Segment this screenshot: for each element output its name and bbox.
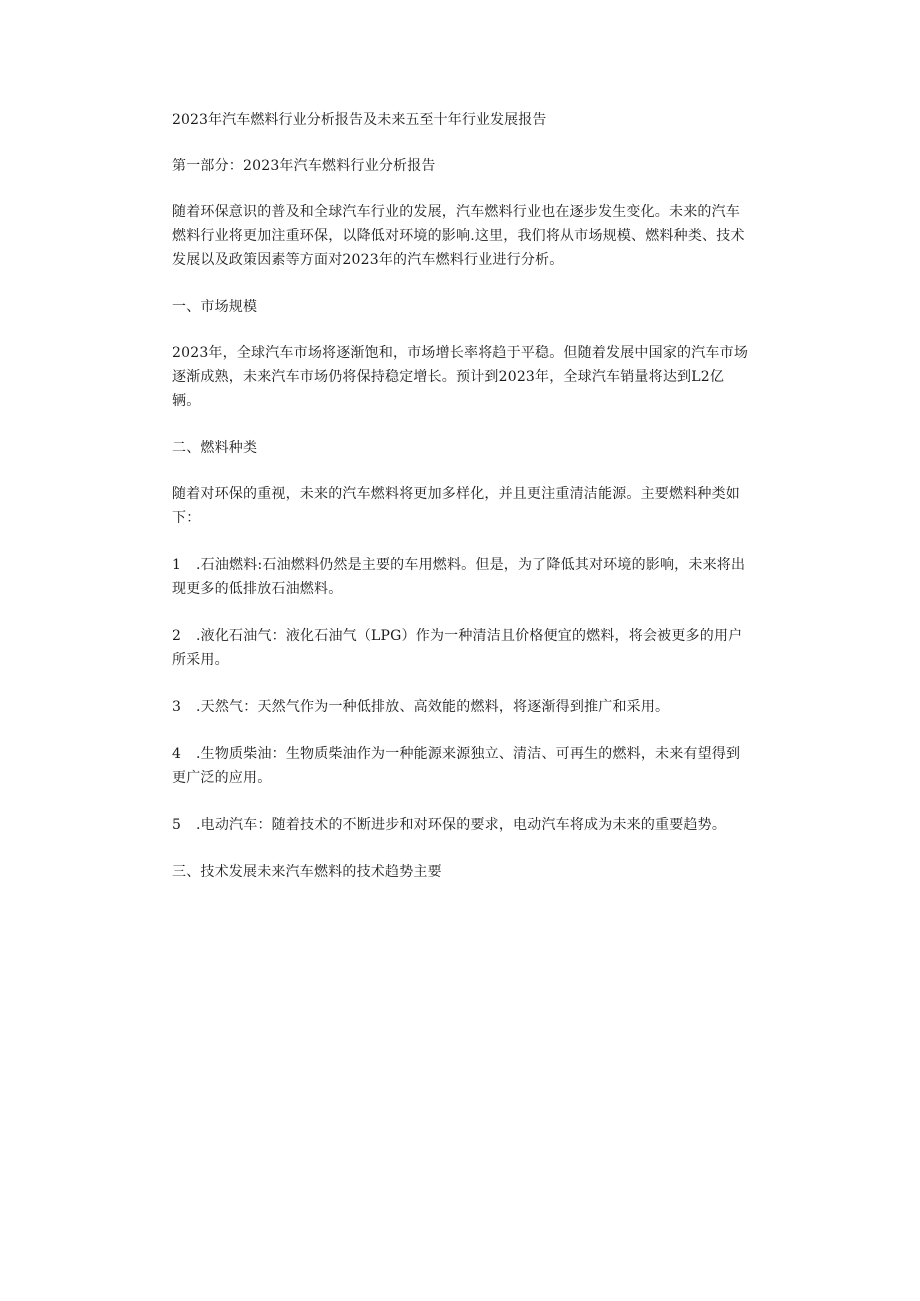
fuel-item-number: 2	[172, 628, 182, 644]
fuel-item	[172, 624, 752, 672]
fuel-item-number: 3	[172, 699, 182, 715]
fuel-item-number: 1	[172, 557, 182, 573]
fuel-item-text: .生物质柴油：生物质柴油作为一种能源来源独立、清洁、可再生的燃料，未来有望得到更广泛的应用。	[172, 746, 741, 786]
fuel-item	[172, 695, 752, 719]
document-content	[172, 108, 752, 884]
section-fuel-body: 随着对环保的重视，未来的汽车燃料将更加多样化，并且更注重清洁能源。主要燃料种类如下：	[172, 486, 740, 526]
section-market-body: 2023年，全球汽车市场将逐渐饱和，市场增长率将趋于平稳。但随着发展中国家的汽车市场逐渐成熟，未来汽车市场仍将保持稳定增长。预计到2023年，全球汽车销量将达到L2亿辆。	[172, 345, 749, 409]
section-fuel-heading: 二、燃料种类	[172, 440, 258, 456]
fuel-item	[172, 813, 752, 837]
part-one-heading: 第一部分：2023年汽车燃料行业分析报告	[172, 158, 436, 174]
fuel-item-text: .液化石油气：液化石油气（LPG）作为一种清洁且价格便宜的燃料，将会被更多的用户所采用。	[172, 628, 743, 668]
fuel-item-text: .电动汽车：随着技术的不断进步和对环保的要求，电动汽车将成为未来的重要趋势。	[196, 817, 727, 833]
fuel-item-number: 5	[172, 817, 182, 833]
section-market-heading: 一、市场规模	[172, 299, 258, 315]
fuel-item-number: 4	[172, 746, 182, 762]
fuel-item-text: .天然气：天然气作为一种低排放、高效能的燃料，将逐渐得到推广和采用。	[196, 699, 670, 715]
fuel-item	[172, 742, 752, 790]
fuel-item	[172, 553, 752, 601]
document-title: 2023年汽车燃料行业分析报告及未来五至十年行业发展报告	[172, 112, 547, 128]
section-technology-heading: 三、技术发展未来汽车燃料的技术趋势主要	[172, 864, 442, 880]
fuel-item-text: .石油燃料:石油燃料仍然是主要的车用燃料。但是，为了降低其对环境的影响，未来将出现更多的低排放石油燃料。	[172, 557, 746, 597]
intro-paragraph: 随着环保意识的普及和全球汽车行业的发展，汽车燃料行业也在逐步发生变化。未来的汽车燃料行业将更加注重环保，以降低对环境的影响.这里，我们将从市场规模、燃料种类、技术发展以及政策因素等方面对2023年的汽车燃料行业进行分析。	[172, 204, 745, 268]
